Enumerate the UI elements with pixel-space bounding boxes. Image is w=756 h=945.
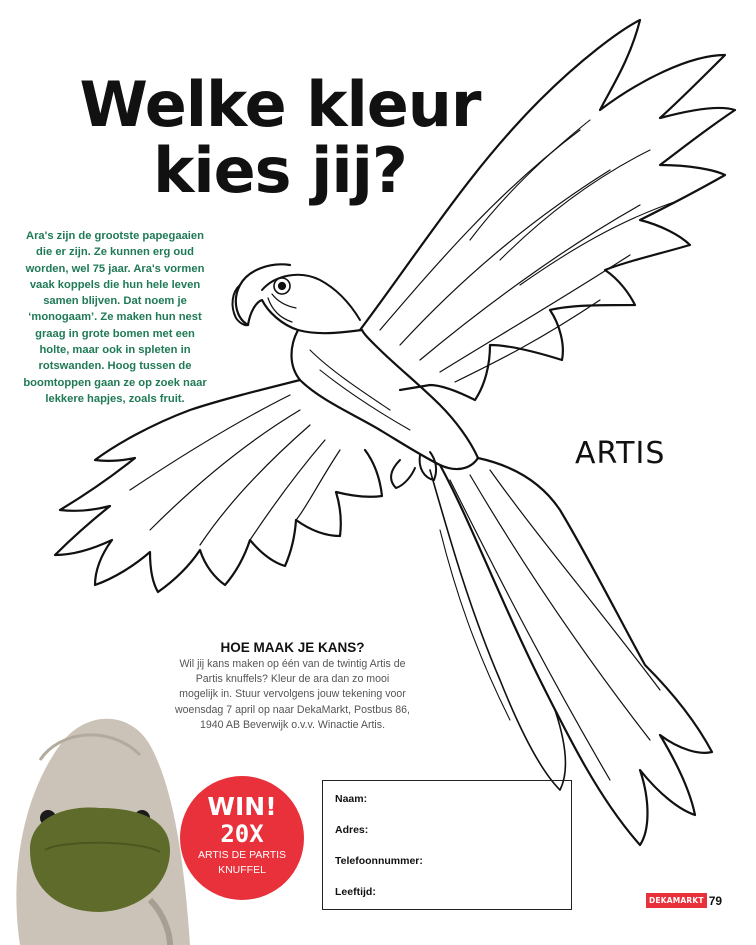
win-label: WIN! [207, 792, 277, 821]
parrot-body [292, 330, 479, 469]
intro-text: Ara's zijn de grootste papegaaien die er zijn. Ze kunnen erg oud worden, wel 75 jaar. Ara's vormen vaak koppels die hun hele leven samen blijven. Dat noem je ‘monogaam’. Ze maken hun nest graag in grote bomen met een holte, maar ook in spleten in rotswanden. Hoog tussen de boomtoppen gaan ze op zoek naar lekkere hapjes, zoals fruit. [23, 230, 207, 405]
name-field[interactable]: Naam: [335, 793, 368, 805]
phone-field[interactable]: Telefoonnummer: [335, 855, 423, 867]
age-field[interactable]: Leeftijd: [335, 886, 376, 898]
address-field[interactable]: Adres: [335, 824, 369, 836]
page-number: 79 [708, 893, 723, 908]
title-line-1: Welke kleur [79, 68, 481, 141]
parrot-upper-wing [360, 20, 735, 400]
parrot-lower-wing [55, 380, 382, 592]
entry-form [322, 780, 572, 910]
win-badge [180, 776, 304, 900]
how-to-win-section [175, 640, 410, 733]
artis-logo: ARTIS [575, 436, 666, 471]
prize-name-line-1: ARTIS DE PARTIS [197, 849, 287, 861]
title-line-2: kies jij? [153, 134, 407, 207]
prize-name-line-2: KNUFFEL [218, 864, 266, 876]
how-to-win-body: Wil jij kans maken op één van de twintig Artis de Partis knuffels? Kleur de ara dan zo mooi mogelijk in. Stuur vervolgens jouw tekening voor woensdag 7 april op naar DekaMarkt, Postbus 86, 1940 AB Beverwijk o.v.v. Winactie Artis. [175, 658, 410, 731]
footer [646, 893, 722, 908]
prize-quantity: 20X [220, 820, 264, 848]
platypus-plush-photo [0, 700, 200, 945]
dekamarkt-logo: DEKAMARKT [646, 893, 707, 908]
how-to-win-heading: HOE MAAK JE KANS? [220, 640, 365, 655]
